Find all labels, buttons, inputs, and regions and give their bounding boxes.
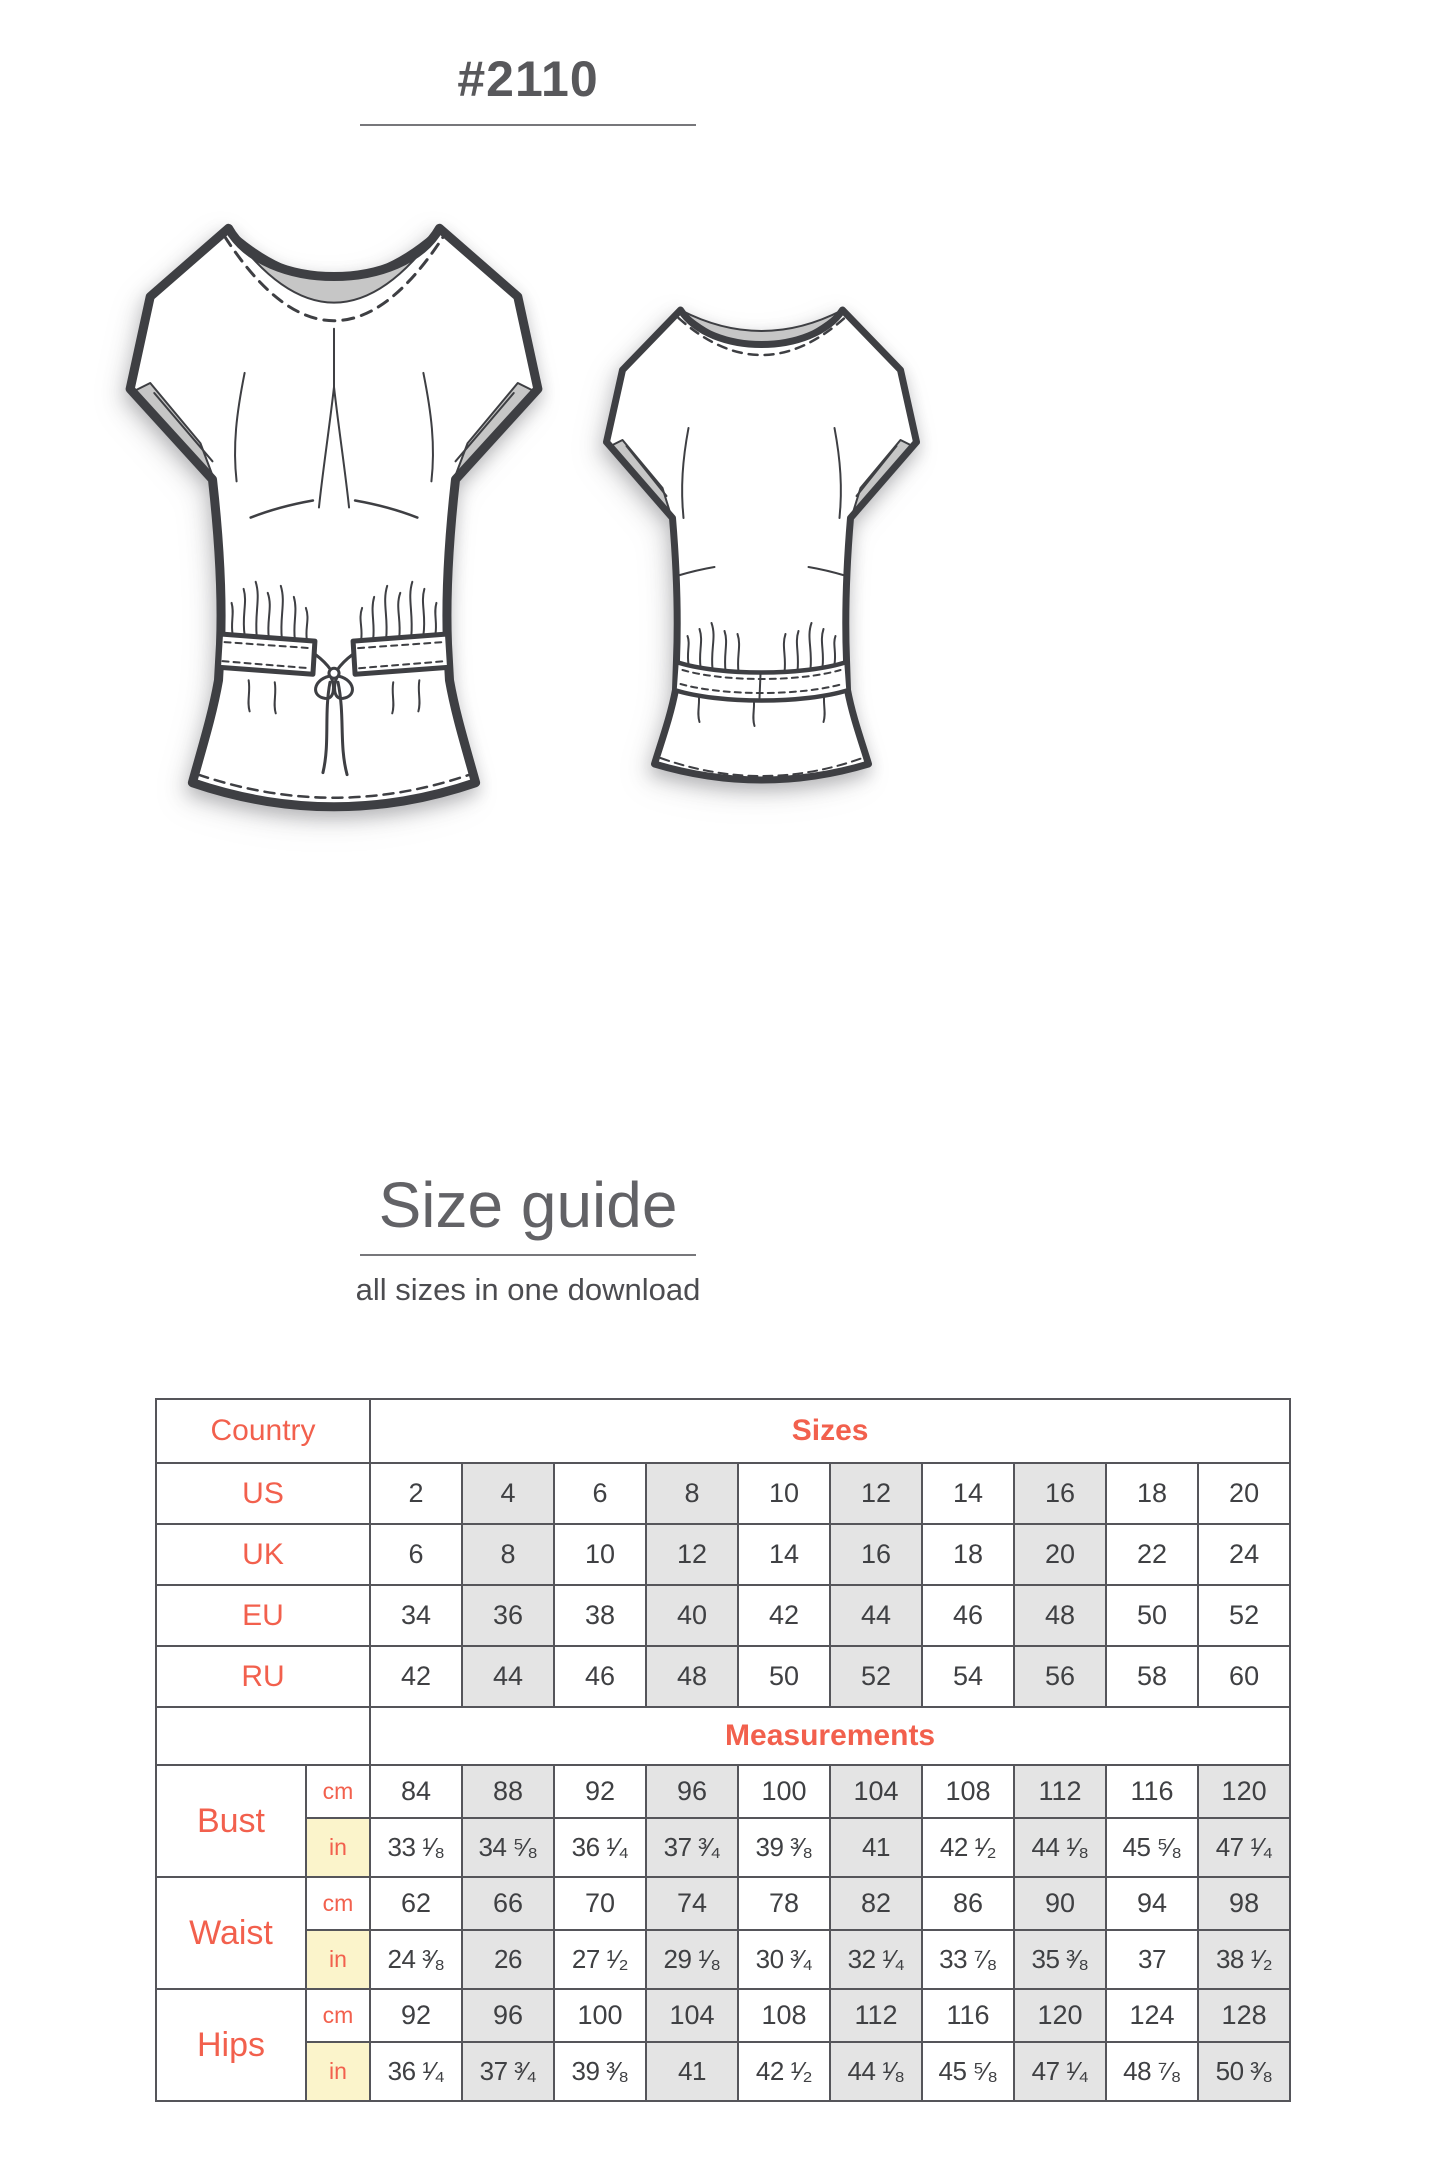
measurement-cell-cm: 62	[370, 1877, 462, 1930]
unit-in-label: in	[306, 2042, 370, 2101]
size-cell: 2	[370, 1463, 462, 1524]
measurement-cell-in: 26	[462, 1930, 554, 1989]
measurement-in-row	[156, 2042, 1290, 2101]
size-row-label: UK	[156, 1524, 370, 1585]
size-table	[155, 1398, 1291, 2102]
measurement-row-label: Waist	[156, 1877, 306, 1989]
measurements-spacer-cell	[156, 1707, 370, 1765]
measurement-cell-cm: 84	[370, 1765, 462, 1818]
unit-cm-label: cm	[306, 1765, 370, 1818]
measurement-cell-in: 30 ³⁄₄	[738, 1930, 830, 1989]
size-cell: 60	[1198, 1646, 1290, 1707]
measurement-in-row	[156, 1818, 1290, 1877]
size-guide-divider	[360, 1254, 696, 1256]
size-row-label: US	[156, 1463, 370, 1524]
measurement-cell-cm: 82	[830, 1877, 922, 1930]
size-cell: 8	[646, 1463, 738, 1524]
measurement-cell-cm: 120	[1014, 1989, 1106, 2042]
measurement-cell-cm: 66	[462, 1877, 554, 1930]
measurement-cell-cm: 116	[922, 1989, 1014, 2042]
measurements-header: Measurements	[370, 1707, 1290, 1765]
size-cell: 48	[1014, 1585, 1106, 1646]
size-guide-title: Size guide	[378, 1169, 678, 1241]
size-cell: 18	[1106, 1463, 1198, 1524]
measurement-cell-in: 39 ³⁄₈	[738, 1818, 830, 1877]
measurement-cell-cm: 104	[646, 1989, 738, 2042]
size-row	[156, 1646, 1290, 1707]
measurement-cell-in: 38 ¹⁄₂	[1198, 1930, 1290, 1989]
measurement-row-label: Hips	[156, 1989, 306, 2101]
measurement-cm-row	[156, 1989, 1290, 2042]
size-row-label: EU	[156, 1585, 370, 1646]
size-cell: 16	[830, 1524, 922, 1585]
unit-cm-label: cm	[306, 1989, 370, 2042]
measurement-row-label: Bust	[156, 1765, 306, 1877]
size-cell: 56	[1014, 1646, 1106, 1707]
measurement-cell-in: 41	[646, 2042, 738, 2101]
measurement-cm-row	[156, 1877, 1290, 1930]
size-cell: 22	[1106, 1524, 1198, 1585]
size-cell: 42	[370, 1646, 462, 1707]
measurement-cell-in: 45 ⁵⁄₈	[922, 2042, 1014, 2101]
size-cell: 6	[554, 1463, 646, 1524]
measurement-cell-in: 32 ¹⁄₄	[830, 1930, 922, 1989]
size-cell: 6	[370, 1524, 462, 1585]
measurement-in-row	[156, 1930, 1290, 1989]
size-cell: 52	[1198, 1585, 1290, 1646]
measurement-cell-in: 37 ³⁄₄	[462, 2042, 554, 2101]
measurement-cell-cm: 78	[738, 1877, 830, 1930]
measurement-cell-cm: 74	[646, 1877, 738, 1930]
measurement-cell-in: 42 ¹⁄₂	[738, 2042, 830, 2101]
size-cell: 14	[738, 1524, 830, 1585]
size-cell: 20	[1014, 1524, 1106, 1585]
measurement-cell-cm: 70	[554, 1877, 646, 1930]
measurement-cell-in: 47 ¹⁄₄	[1014, 2042, 1106, 2101]
measurement-cell-cm: 104	[830, 1765, 922, 1818]
size-cell: 12	[830, 1463, 922, 1524]
measurement-cell-in: 36 ¹⁄₄	[554, 1818, 646, 1877]
measurement-cell-in: 48 ⁷⁄₈	[1106, 2042, 1198, 2101]
measurement-cell-in: 50 ³⁄₈	[1198, 2042, 1290, 2101]
measurement-cell-cm: 120	[1198, 1765, 1290, 1818]
size-cell: 50	[738, 1646, 830, 1707]
pattern-header	[0, 50, 1056, 126]
unit-in-label: in	[306, 1818, 370, 1877]
size-cell: 4	[462, 1463, 554, 1524]
unit-in-label: in	[306, 1930, 370, 1989]
measurement-cell-cm: 90	[1014, 1877, 1106, 1930]
size-cell: 18	[922, 1524, 1014, 1585]
size-row	[156, 1463, 1290, 1524]
blouse-back-drawing	[578, 280, 944, 800]
measurement-cell-cm: 92	[554, 1765, 646, 1818]
size-row	[156, 1585, 1290, 1646]
size-cell: 34	[370, 1585, 462, 1646]
measurements-header-row	[156, 1707, 1290, 1765]
size-row	[156, 1524, 1290, 1585]
size-cell: 52	[830, 1646, 922, 1707]
measurement-cell-in: 34 ⁵⁄₈	[462, 1818, 554, 1877]
measurement-cell-in: 33 ¹⁄₈	[370, 1818, 462, 1877]
measurement-cell-cm: 100	[554, 1989, 646, 2042]
measurement-cell-in: 24 ³⁄₈	[370, 1930, 462, 1989]
size-cell: 20	[1198, 1463, 1290, 1524]
size-guide-header	[0, 1168, 1056, 1308]
measurement-cell-in: 39 ³⁄₈	[554, 2042, 646, 2101]
size-cell: 10	[738, 1463, 830, 1524]
measurement-cell-cm: 96	[462, 1989, 554, 2042]
measurement-cell-in: 47 ¹⁄₄	[1198, 1818, 1290, 1877]
measurement-cell-in: 27 ¹⁄₂	[554, 1930, 646, 1989]
size-cell: 44	[462, 1646, 554, 1707]
measurement-cell-in: 37 ³⁄₄	[646, 1818, 738, 1877]
pattern-number: #2110	[457, 51, 599, 107]
size-cell: 48	[646, 1646, 738, 1707]
size-cell: 36	[462, 1585, 554, 1646]
measurement-cm-row	[156, 1765, 1290, 1818]
size-cell: 8	[462, 1524, 554, 1585]
measurement-cell-in: 44 ¹⁄₈	[830, 2042, 922, 2101]
header-divider	[360, 124, 696, 126]
measurement-cell-cm: 116	[1106, 1765, 1198, 1818]
size-cell: 38	[554, 1585, 646, 1646]
garment-back-illustration	[578, 280, 944, 800]
size-cell: 50	[1106, 1585, 1198, 1646]
measurement-cell-cm: 98	[1198, 1877, 1290, 1930]
size-guide-subtitle: all sizes in one download	[355, 1272, 701, 1307]
size-cell: 24	[1198, 1524, 1290, 1585]
size-cell: 54	[922, 1646, 1014, 1707]
garment-front-illustration	[98, 180, 570, 828]
measurement-cell-in: 33 ⁷⁄₈	[922, 1930, 1014, 1989]
measurement-cell-cm: 112	[830, 1989, 922, 2042]
blouse-front-drawing	[98, 180, 570, 828]
size-cell: 10	[554, 1524, 646, 1585]
size-cell: 46	[922, 1585, 1014, 1646]
size-cell: 16	[1014, 1463, 1106, 1524]
measurement-cell-cm: 108	[738, 1989, 830, 2042]
measurement-cell-in: 44 ¹⁄₈	[1014, 1818, 1106, 1877]
measurement-cell-cm: 108	[922, 1765, 1014, 1818]
measurement-cell-cm: 124	[1106, 1989, 1198, 2042]
size-cell: 40	[646, 1585, 738, 1646]
country-header: Country	[156, 1399, 370, 1463]
size-cell: 44	[830, 1585, 922, 1646]
measurement-cell-cm: 128	[1198, 1989, 1290, 2042]
measurement-cell-cm: 88	[462, 1765, 554, 1818]
table-header-row	[156, 1399, 1290, 1463]
measurement-cell-in: 37	[1106, 1930, 1198, 1989]
measurement-cell-cm: 96	[646, 1765, 738, 1818]
measurement-cell-in: 36 ¹⁄₄	[370, 2042, 462, 2101]
measurement-cell-in: 29 ¹⁄₈	[646, 1930, 738, 1989]
measurement-cell-cm: 86	[922, 1877, 1014, 1930]
measurement-cell-in: 35 ³⁄₈	[1014, 1930, 1106, 1989]
back-body-fill	[607, 310, 917, 780]
size-cell: 46	[554, 1646, 646, 1707]
measurement-cell-cm: 112	[1014, 1765, 1106, 1818]
unit-cm-label: cm	[306, 1877, 370, 1930]
measurement-cell-cm: 94	[1106, 1877, 1198, 1930]
size-cell: 58	[1106, 1646, 1198, 1707]
size-cell: 12	[646, 1524, 738, 1585]
measurement-cell-in: 42 ¹⁄₂	[922, 1818, 1014, 1877]
front-body-fill	[130, 228, 538, 806]
measurement-cell-cm: 100	[738, 1765, 830, 1818]
measurement-cell-in: 41	[830, 1818, 922, 1877]
size-cell: 42	[738, 1585, 830, 1646]
measurement-cell-cm: 92	[370, 1989, 462, 2042]
size-cell: 14	[922, 1463, 1014, 1524]
sizes-header: Sizes	[370, 1399, 1290, 1463]
size-row-label: RU	[156, 1646, 370, 1707]
measurement-cell-in: 45 ⁵⁄₈	[1106, 1818, 1198, 1877]
